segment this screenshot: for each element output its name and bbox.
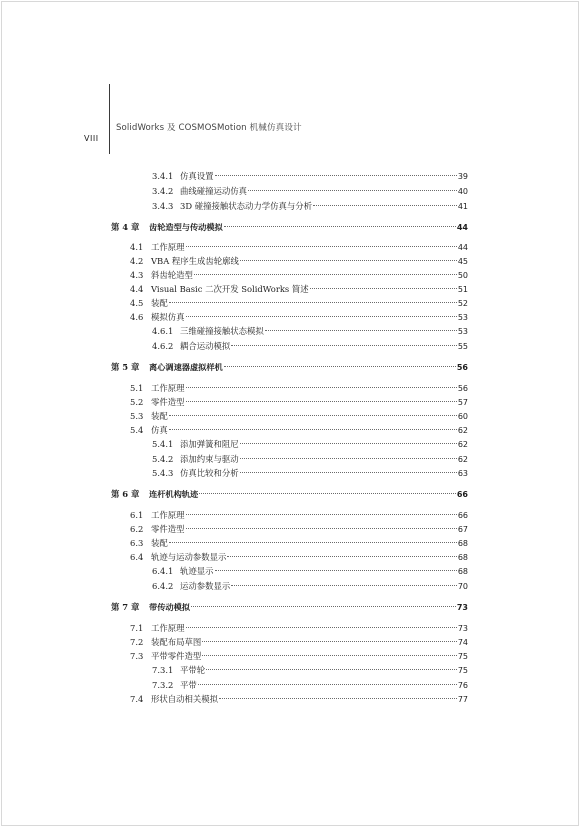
toc-entry-title: 连杆机构轨迹 [149, 489, 199, 499]
toc-section-entry[interactable] [130, 311, 468, 323]
toc-dot-leader [202, 641, 457, 642]
toc-page-number: 55 [457, 342, 468, 351]
toc-entry-number: 第 7 章 [111, 602, 140, 612]
toc-entry-title: 离心调速器虚拟样机 [149, 362, 223, 372]
toc-page-number: 40 [457, 187, 468, 196]
toc-dot-leader [240, 458, 457, 459]
toc-page-number: 68 [457, 553, 468, 562]
toc-subsection-entry[interactable] [152, 467, 468, 479]
toc-entry-number: 第 6 章 [111, 489, 140, 499]
toc-page-number: 68 [457, 567, 468, 576]
toc-section-entry[interactable] [130, 537, 468, 549]
toc-dot-leader [186, 627, 457, 628]
toc-entry-title: 平带零件造型 [151, 651, 202, 661]
toc-entry-title: 仿真 [151, 425, 168, 435]
toc-section-entry[interactable] [130, 297, 468, 309]
toc-page-number: 50 [457, 271, 468, 280]
toc-entry-title: 零件造型 [151, 397, 185, 407]
toc-dot-leader [231, 345, 457, 346]
toc-dot-leader [206, 669, 457, 670]
toc-entry-number: 5.4.1 [152, 439, 174, 449]
toc-chapter-entry[interactable] [111, 601, 468, 613]
toc-entry-title: Visual Basic 二次开发 SolidWorks 简述 [151, 284, 309, 294]
toc-dot-leader [186, 528, 457, 529]
toc-entry-title: 曲线碰撞运动仿真 [180, 186, 247, 196]
toc-page-number: 66 [457, 511, 468, 520]
toc-section-entry[interactable] [130, 551, 468, 563]
toc-entry-number: 7.3.2 [152, 680, 174, 690]
toc-page-number: 56 [457, 384, 468, 393]
toc-section-entry[interactable] [130, 424, 468, 436]
toc-entry-title: 平带 [180, 680, 197, 690]
toc-entry-title: 工作原理 [151, 383, 185, 393]
toc-entry-title: 工作原理 [151, 510, 185, 520]
toc-dot-leader [215, 570, 457, 571]
toc-subsection-entry[interactable] [152, 664, 468, 676]
toc-entry-number: 4.5 [130, 298, 144, 308]
toc-entry-title: 模拟仿真 [151, 312, 185, 322]
toc-section-entry[interactable] [130, 255, 468, 267]
toc-entry-number: 4.3 [130, 270, 144, 280]
toc-chapter-entry[interactable] [111, 361, 468, 373]
toc-section-entry[interactable] [130, 396, 468, 408]
toc-page-number: 63 [457, 469, 468, 478]
toc-dot-leader [313, 205, 457, 206]
toc-dot-leader [240, 472, 457, 473]
toc-dot-leader [248, 190, 457, 191]
toc-dot-leader [199, 493, 456, 494]
toc-dot-leader [191, 606, 456, 607]
toc-subsection-entry[interactable] [152, 565, 468, 577]
toc-dot-leader [224, 366, 456, 367]
toc-entry-title: VBA 程序生成齿轮廓线 [151, 256, 239, 266]
toc-entry-number: 3.4.2 [152, 186, 174, 196]
toc-dot-leader [215, 175, 457, 176]
toc-section-entry[interactable] [130, 410, 468, 422]
toc-dot-leader [186, 316, 457, 317]
toc-entry-title: 装配 [151, 538, 168, 548]
toc-section-entry[interactable] [130, 269, 468, 281]
toc-entry-title: 轨迹与运动参数显示 [151, 552, 227, 562]
toc-entry-number: 5.4.3 [152, 468, 174, 478]
toc-entry-title: 运动参数显示 [180, 581, 231, 591]
toc-page-number: 62 [457, 426, 468, 435]
toc-entry-title: 工作原理 [151, 623, 185, 633]
toc-entry-title: 工作原理 [151, 242, 185, 252]
toc-subsection-entry[interactable] [152, 453, 468, 465]
toc-chapter-entry[interactable] [111, 221, 468, 233]
toc-entry-number: 3.4.1 [152, 171, 174, 181]
toc-subsection-entry[interactable] [152, 580, 468, 592]
toc-section-entry[interactable] [130, 650, 468, 662]
toc-dot-leader [169, 415, 457, 416]
toc-page-number: 75 [457, 652, 468, 661]
toc-entry-number: 3.4.3 [152, 201, 174, 211]
toc-dot-leader [240, 443, 457, 444]
toc-entry-number: 5.2 [130, 397, 144, 407]
toc-page-number: 39 [457, 172, 468, 181]
toc-entry-title: 耦合运动模拟 [180, 341, 231, 351]
toc-page-number: 67 [457, 525, 468, 534]
toc-page-number: 62 [457, 440, 468, 449]
toc-dot-leader [169, 429, 457, 430]
toc-entry-title: 添加弹簧和阻尼 [180, 439, 239, 449]
toc-dot-leader [186, 246, 457, 247]
toc-entry-number: 7.3 [130, 651, 144, 661]
toc-entry-title: 斜齿轮造型 [151, 270, 193, 280]
toc-page-number: 41 [457, 202, 468, 211]
toc-page-number: 44 [456, 223, 468, 232]
toc-subsection-entry[interactable] [152, 185, 468, 197]
toc-dot-leader [265, 330, 457, 331]
toc-entry-number: 5.4.2 [152, 454, 174, 464]
toc-entry-number: 第 5 章 [111, 362, 140, 372]
toc-entry-number: 6.3 [130, 538, 144, 548]
toc-page-number: 74 [457, 638, 468, 647]
toc-subsection-entry[interactable] [152, 438, 468, 450]
toc-entry-title: 装配 [151, 411, 168, 421]
toc-section-entry[interactable] [130, 622, 468, 634]
toc-entry-title: 带传动模拟 [149, 602, 190, 612]
toc-page-number: 44 [457, 243, 468, 252]
toc-entry-title: 添加约束与驱动 [180, 454, 239, 464]
toc-dot-leader [169, 302, 457, 303]
toc-dot-leader [194, 274, 457, 275]
toc-dot-leader [231, 585, 457, 586]
toc-subsection-entry[interactable] [152, 340, 468, 352]
toc-section-entry[interactable] [130, 509, 468, 521]
toc-page-number: 66 [456, 490, 468, 499]
running-header-title: SolidWorks 及 COSMOSMotion 机械仿真设计 [116, 123, 302, 133]
toc-entry-title: 平带轮 [180, 665, 206, 675]
toc-entry-number: 6.4 [130, 552, 144, 562]
toc-dot-leader [310, 288, 457, 289]
toc-page-number: 51 [457, 285, 468, 294]
toc-page-number: 52 [457, 299, 468, 308]
toc-dot-leader [202, 655, 457, 656]
toc-page-number: 73 [457, 624, 468, 633]
toc-entry-number: 4.6 [130, 312, 144, 322]
toc-page-number: 70 [457, 582, 468, 591]
toc-entry-number: 7.2 [130, 637, 144, 647]
toc-page-number: 75 [457, 666, 468, 675]
toc-subsection-entry[interactable] [152, 679, 468, 691]
toc-dot-leader [186, 401, 457, 402]
toc-entry-title: 仿真设置 [180, 171, 214, 181]
toc-chapter-entry[interactable] [111, 488, 468, 500]
toc-section-entry[interactable] [130, 523, 468, 535]
toc-entry-number: 5.1 [130, 383, 144, 393]
toc-entry-number: 第 4 章 [111, 222, 140, 232]
toc-dot-leader [198, 684, 457, 685]
toc-entry-number: 7.1 [130, 623, 144, 633]
toc-subsection-entry[interactable] [152, 170, 468, 182]
toc-dot-leader [227, 556, 456, 557]
toc-dot-leader [240, 260, 457, 261]
toc-page-number: 76 [457, 681, 468, 690]
toc-entry-number: 7.3.1 [152, 665, 174, 675]
page-folio: VIII [84, 134, 99, 143]
toc-section-entry[interactable] [130, 693, 468, 705]
toc-section-entry[interactable] [130, 283, 468, 295]
toc-entry-title: 轨迹显示 [180, 566, 214, 576]
toc-dot-leader [224, 226, 456, 227]
toc-entry-title: 仿真比较和分析 [180, 468, 239, 478]
toc-entry-title: 三维碰撞接触状态模拟 [180, 326, 264, 336]
toc-section-entry[interactable] [130, 382, 468, 394]
toc-page-number: 53 [457, 313, 468, 322]
toc-page-number: 53 [457, 327, 468, 336]
toc-entry-number: 4.6.1 [152, 326, 174, 336]
toc-entry-number: 4.2 [130, 256, 144, 266]
toc-page-number: 57 [457, 398, 468, 407]
toc-entry-title: 齿轮造型与传动模拟 [149, 222, 223, 232]
toc-dot-leader [186, 514, 457, 515]
toc-entry-number: 5.3 [130, 411, 144, 421]
toc-section-entry[interactable] [130, 241, 468, 253]
toc-dot-leader [186, 387, 457, 388]
toc-dot-leader [169, 542, 457, 543]
toc-entry-number: 4.1 [130, 242, 144, 252]
toc-entry-number: 6.1 [130, 510, 144, 520]
toc-page-number: 45 [457, 257, 468, 266]
toc-section-entry[interactable] [130, 636, 468, 648]
toc-page-number: 73 [456, 603, 468, 612]
toc-entry-number: 6.4.1 [152, 566, 174, 576]
toc-entry-number: 6.4.2 [152, 581, 174, 591]
toc-entry-title: 装配 [151, 298, 168, 308]
toc-entry-number: 7.4 [130, 694, 144, 704]
toc-entry-number: 6.2 [130, 524, 144, 534]
toc-page-number: 60 [457, 412, 468, 421]
toc-page-number: 77 [457, 695, 468, 704]
toc-entry-number: 5.4 [130, 425, 144, 435]
toc-subsection-entry[interactable] [152, 200, 468, 212]
toc-entry-number: 4.4 [130, 284, 144, 294]
toc-entry-title: 3D 碰撞接触状态动力学仿真与分析 [180, 201, 312, 211]
toc-entry-number: 4.6.2 [152, 341, 174, 351]
toc-entry-title: 零件造型 [151, 524, 185, 534]
toc-page-number: 68 [457, 539, 468, 548]
toc-entry-title: 形状自动相关模拟 [151, 694, 218, 704]
toc-entry-title: 装配布局草图 [151, 637, 202, 647]
toc-page-number: 56 [456, 363, 468, 372]
toc-subsection-entry[interactable] [152, 325, 468, 337]
toc-page-number: 62 [457, 455, 468, 464]
toc-dot-leader [219, 698, 457, 699]
